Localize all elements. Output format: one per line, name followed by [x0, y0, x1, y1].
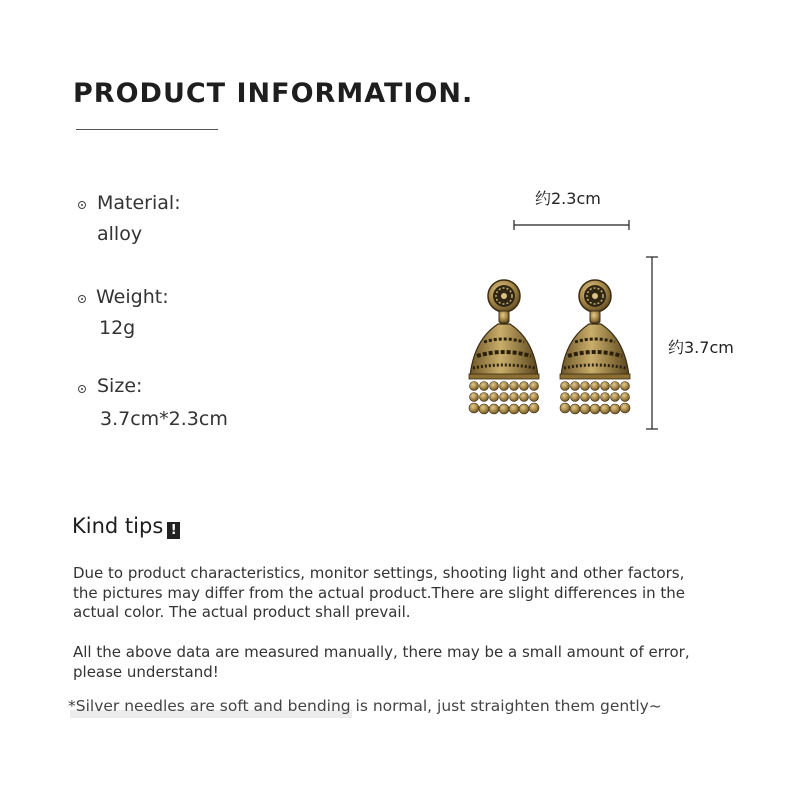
spec-size-value: 3.7cm*2.3cm	[100, 408, 228, 430]
bullet-icon	[78, 295, 86, 303]
tips-note: *Silver needles are soft and bending is normal, just straighten them gently~	[68, 697, 662, 715]
spec-material-value: alloy	[97, 223, 143, 245]
warning-icon: !	[167, 522, 180, 539]
kind-tips-title	[72, 514, 180, 539]
width-dimension-line	[510, 218, 634, 232]
jhumka-earrings-icon	[462, 272, 652, 417]
spec-size-label: Size:	[97, 375, 143, 397]
spec-weight-value: 12g	[99, 317, 136, 339]
bullet-icon	[78, 385, 86, 393]
tips-paragraph-2: All the above data are measured manually, there may be a small amount of error, please understand!	[73, 643, 690, 681]
spec-weight-label: Weight:	[96, 286, 169, 308]
bullet-icon	[78, 201, 86, 209]
width-dimension-label: 约2.3cm	[535, 189, 601, 208]
kind-tips-title-text: Kind tips	[72, 514, 164, 538]
spec-material-label: Material:	[97, 192, 181, 214]
page-title: PRODUCT INFORMATION.	[73, 78, 474, 109]
height-dimension-label: 约3.7cm	[668, 338, 734, 357]
tips-paragraph-1: Due to product characteristics, monitor settings, shooting light and other factors, the pictures may differ from the actual product.There are slight differences in the actual color. The actual product shall prevail.	[73, 564, 685, 621]
title-underline	[76, 129, 218, 130]
